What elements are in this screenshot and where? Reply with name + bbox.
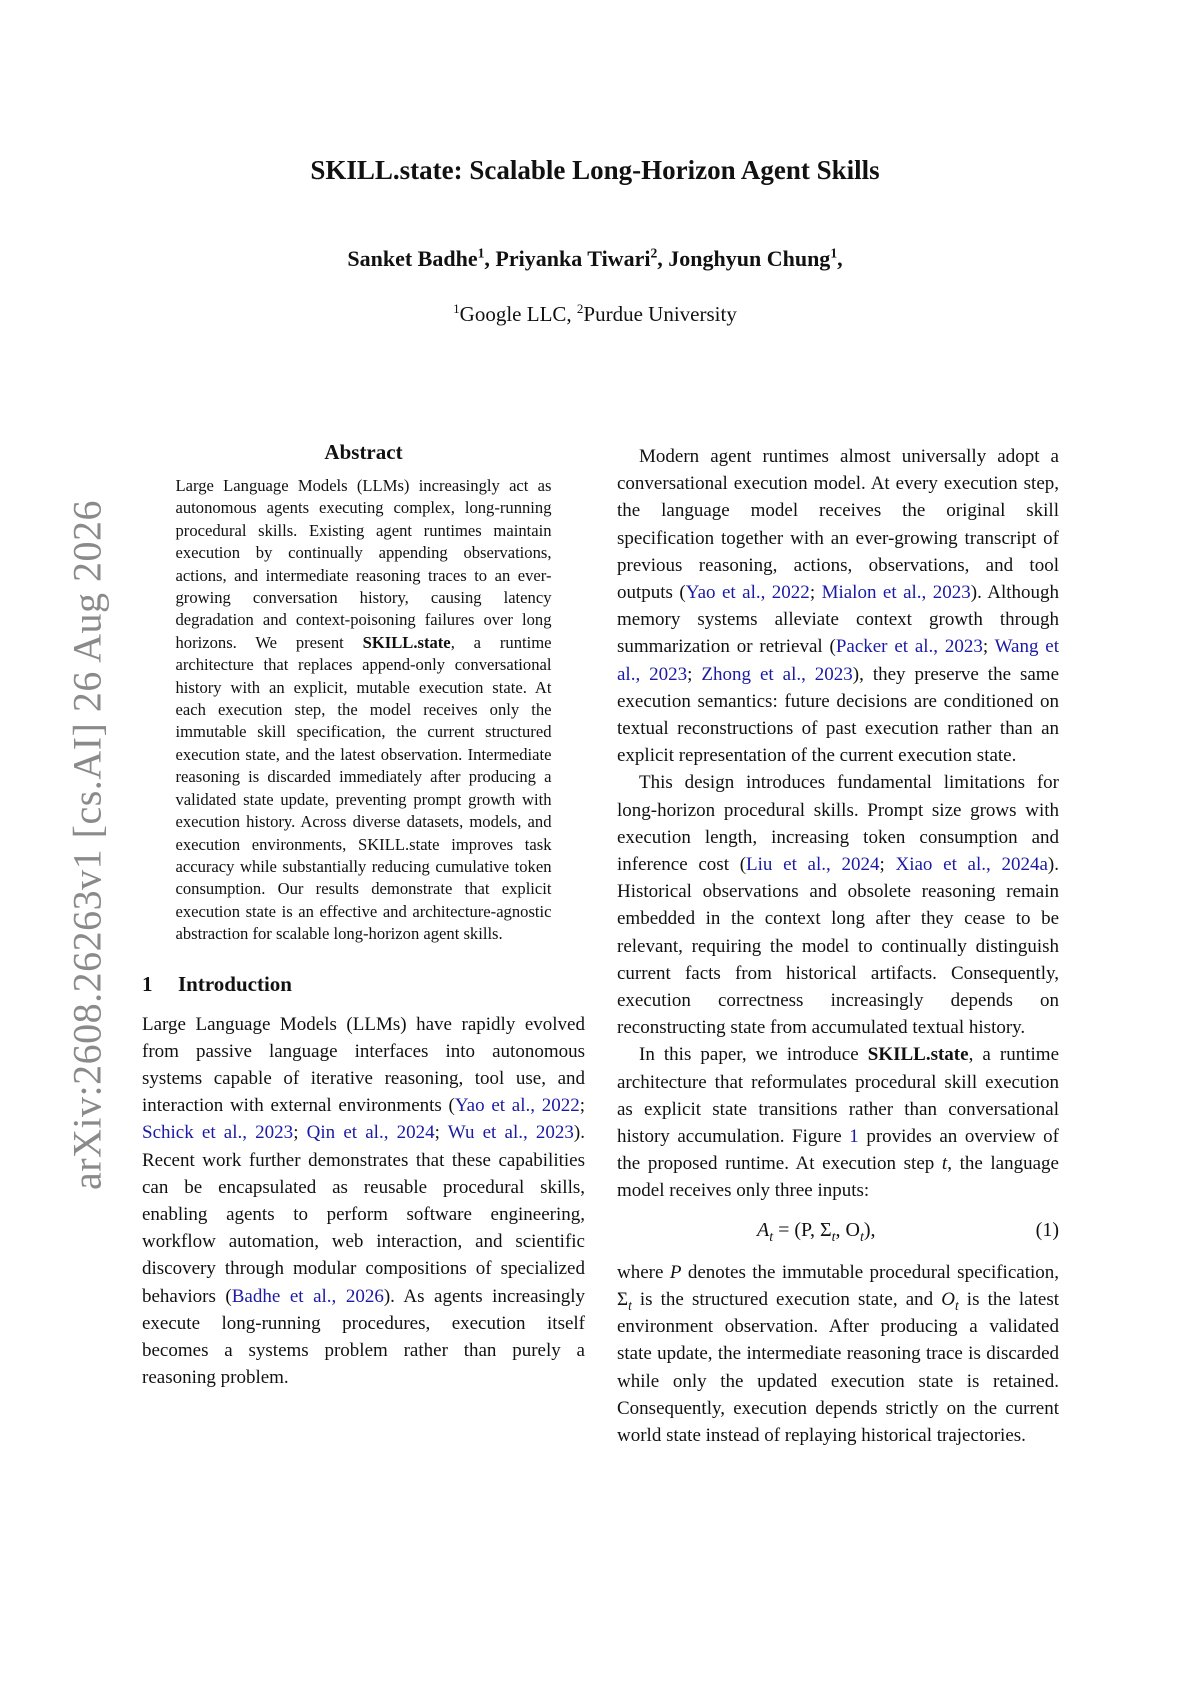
equation-1 (617, 1213, 1059, 1253)
intro-paragraph-5: where P denotes the immutable procedural specification, $\Sigma_t$ is the structured execution state, and $O_t$ is the latest environment observation. After producing a validated state update, the intermediate reasoning trace is discarded while only the updated execution state is retained. Consequently, execution depends strictly on the current world state instead of replaying historical trajectories. (617, 1261, 1060, 1446)
citation-link[interactable]: Yao et al., 2022 (454, 1095, 580, 1117)
paper-title: SKILL.state: Scalable Long-Horizon Agent Skills (310, 155, 880, 185)
equation-expression: $A_t = (P$, $\Sigma_t$, $O_t$), (757, 1218, 876, 1245)
section-title: Introduction (178, 971, 292, 996)
left-column (142, 440, 585, 1391)
equation-number: (1) (1035, 1218, 1059, 1241)
arxiv-identifier-text: arXiv:2608.26263v1 [cs.AI] 26 Aug 2026 (64, 499, 110, 1191)
system-name: SKILL.state (867, 1044, 969, 1066)
citation-link[interactable]: Schick et al., 2023 (142, 1122, 294, 1144)
math-variable: P (669, 1261, 682, 1283)
author-name: Priyanka Tiwari (495, 246, 651, 271)
affiliation-marker: 2 (576, 301, 584, 316)
citation-link[interactable]: Wang et al., 2023 (617, 636, 1059, 685)
math-variable: t (941, 1153, 948, 1175)
system-name: SKILL.state (362, 632, 451, 652)
author-name: Jonghyun Chung (668, 246, 831, 271)
citation-link[interactable]: Xiao et al., 2024a (895, 854, 1048, 876)
citation-link[interactable]: Yao et al., 2022 (685, 582, 810, 604)
abstract-heading: Abstract (324, 440, 403, 464)
abstract-text: Large Language Models (LLMs) increasingly act as autonomous agents executing complex, long-running procedural skills. Existing agent runtimes maintain execution by continually appending observations, actions, and intermediate reasoning traces to an ever-growing conversation history, causing latency degradation and context-poisoning failures over long horizons. We present SKILL.state, a runtime architecture that replaces append-only conversational history with an explicit, mutable execution state. At each execution step, the model receives only the immutable skill specification, the current structured execution state, and the latest observation. Intermediate reasoning is discarded immediately after producing a validated state update, preventing prompt growth with execution history. Across diverse datasets, models, and execution environments, SKILL.state improves task accuracy while substantially reducing cumulative token consumption. Our results demonstrate that explicit execution state is an effective and architecture-agnostic abstraction for scalable long-horizon agent skills. (175, 476, 552, 944)
affiliation-name: Purdue University (583, 302, 737, 326)
math-variable: $O_t$ (941, 1288, 959, 1313)
right-column (617, 443, 1059, 1449)
intro-paragraph-1: Large Language Models (LLMs) have rapidly evolved from passive language interfaces into autonomous systems capable of iterative reasoning, tool use, and interaction with external environments (Yao et al., 2022; Schick et al., 2023; Qin et al., 2024; Wu et al., 2023). Recent work further demonstrates that these capabilities can be encapsulated as reusable procedural skills, enabling agents to perform software engineering, workflow automation, web interaction, and scientific discovery through modular compositions of specialized behaviors (Badhe et al., 2026). As agents increasingly execute long-running procedures, execution itself becomes a systems problem rather than purely a reasoning problem. (142, 1013, 585, 1389)
author-name: Sanket Badhe (347, 246, 478, 271)
section-number: 1 (142, 971, 153, 996)
affiliation-name: Google LLC (459, 302, 567, 326)
author-list: Sanket Badhe$^1$, Priyanka Tiwari$^2$, Jonghyun Chung$^1$, (347, 245, 843, 271)
figure-reference-link[interactable]: 1 (849, 1126, 859, 1148)
affiliation-marker: 1 (453, 301, 460, 316)
math-variable: $\Sigma_t$ (617, 1288, 632, 1313)
author-affiliation-marker: 1 (477, 245, 485, 261)
affiliation-list: $^1$Google LLC, $^2$Purdue University (453, 301, 737, 326)
citation-link[interactable]: Wu et al., 2023 (447, 1122, 574, 1144)
citation-link[interactable]: Liu et al., 2024 (746, 854, 880, 876)
intro-paragraph-3: This design introduces fundamental limitations for long-horizon procedural skills. Prompt size grows with execution length, increasing token consumption and inference cost (Liu et al., 2024; Xiao et al., 2024a). Historical observations and obsolete reasoning remain embedded in the context long after they cease to be relevant, requiring the model to continually distinguish current facts from historical artifacts. Consequently, execution correctness increasingly depends on reconstructing state from accumulated textual history. (617, 772, 1059, 1039)
citation-link[interactable]: Packer et al., 2023 (835, 636, 983, 658)
intro-paragraph-2: Modern agent runtimes almost universally adopt a conversational execution model. At every execution step, the language model receives the original skill specification together with an ever-growing transcript of previous reasoning, actions, observations, and tool outputs (Yao et al., 2022; Mialon et al., 2023). Although memory systems alleviate context growth through summarization or retrieval (Packer et al., 2023; Wang et al., 2023; Zhong et al., 2023), they preserve the same execution semantics: future decisions are conditioned on textual reconstructions of past execution rather than an explicit representation of the current execution state. (617, 446, 1060, 767)
citation-link[interactable]: Qin et al., 2024 (306, 1122, 435, 1144)
intro-paragraph-4: In this paper, we introduce SKILL.state, a runtime architecture that reformulates procedural skill execution as explicit state transitions rather than conversational history accumulation. Figure 1 provides an overview of the proposed runtime. At execution step t, the language model receives only three inputs: (617, 1044, 1060, 1202)
author-affiliation-marker: 2 (650, 245, 658, 261)
citation-link[interactable]: Badhe et al., 2026 (231, 1285, 384, 1307)
citation-link[interactable]: Mialon et al., 2023 (821, 582, 971, 604)
citation-link[interactable]: Zhong et al., 2023 (701, 663, 853, 685)
section-heading-introduction (142, 972, 585, 997)
author-affiliation-marker: 1 (830, 245, 838, 261)
arxiv-identifier-stamp (42, 430, 132, 1260)
